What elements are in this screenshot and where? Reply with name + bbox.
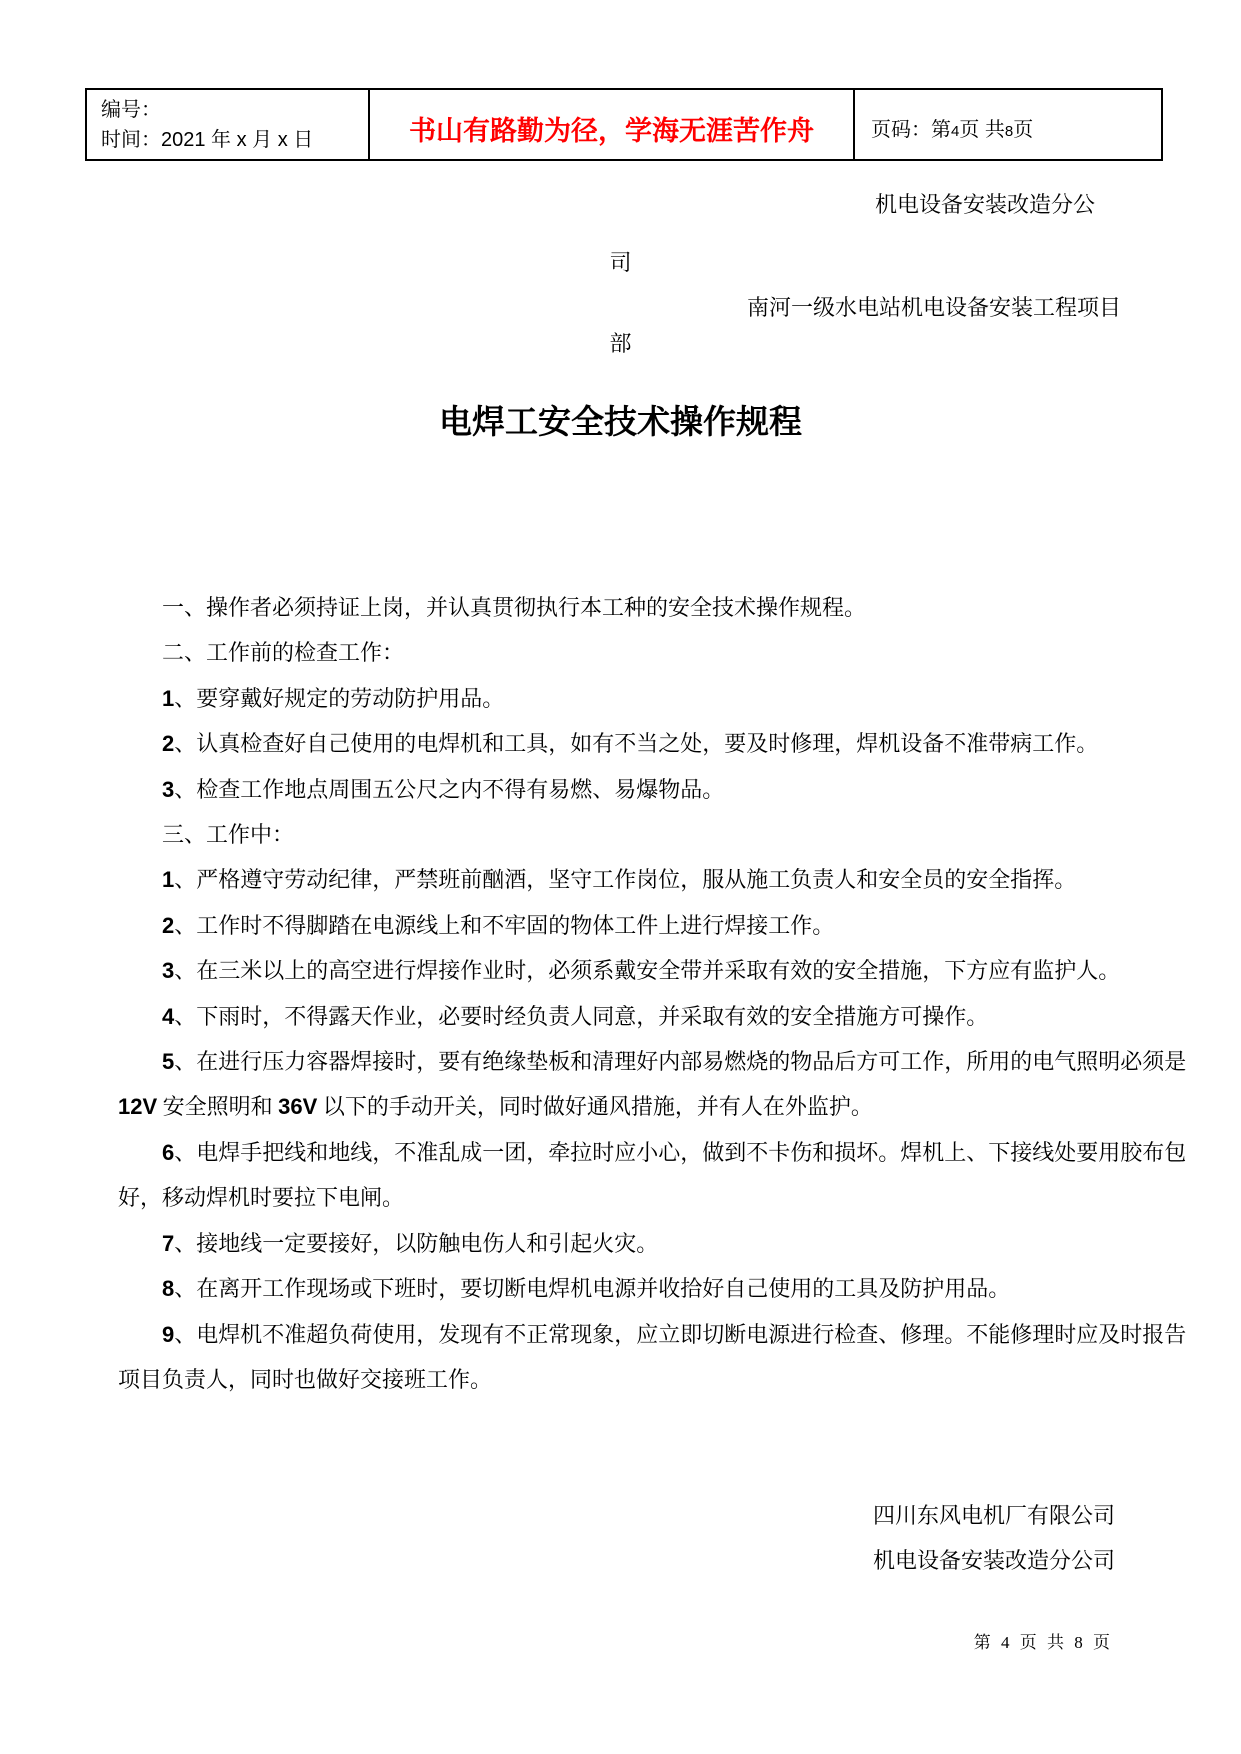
header-page-info: 页码：第4页 共8页 (871, 119, 1034, 141)
body-line: 好，移动焊机时要拉下电闸。 (118, 1185, 405, 1211)
header-id-cell (87, 90, 368, 159)
body-line: 一、操作者必须持证上岗，并认真贯彻执行本工种的安全技术操作规程。 (162, 595, 867, 620)
org-line-1: 机电设备安装改造分公 (874, 192, 1095, 217)
header-table (85, 88, 1163, 161)
body-line: 9、电焊机不准超负荷使用，发现有不正常现象，应立即切断电源进行检查、修理。不能修理时应及时报告 (162, 1321, 1187, 1347)
body-line: 5、在进行压力容器焊接时，要有绝缘垫板和清理好内部易燃烧的物品后方可工作，所用的电气照明必须是 (162, 1049, 1187, 1075)
header-page-cell (855, 90, 1161, 159)
org-line-3: 南河一级水电站机电设备安装工程项目 (746, 295, 1121, 320)
header-motto: 书山有路勤为径，学海无涯苦作舟 (409, 116, 814, 146)
body-line: 2、工作时不得脚踏在电源线上和不牢固的物体工件上进行焊接工作。 (162, 912, 835, 938)
body-line: 1、严格遵守劳动纪律，严禁班前酗酒，坚守工作岗位，服从施工负责人和安全员的安全指挥。 (162, 867, 1077, 893)
body-line: 4、下雨时，不得露天作业，必要时经负责人同意，并采取有效的安全措施方可操作。 (162, 1003, 989, 1029)
doc-time-label: 时间：2021 年 x 月 x 日 (101, 129, 314, 151)
doc-number-label: 编号： (101, 99, 161, 121)
document-body (118, 585, 1187, 1402)
signature-block (873, 1493, 1115, 1583)
body-line: 3、检查工作地点周围五公尺之内不得有易燃、易爆物品。 (162, 776, 725, 802)
signature-company-2: 机电设备安装改造分公司 (872, 1548, 1115, 1573)
header-motto-cell (368, 90, 855, 159)
document-title: 电焊工安全技术操作规程 (439, 403, 802, 440)
body-line: 1、要穿戴好规定的劳动防护用品。 (162, 685, 505, 711)
body-line: 3、在三米以上的高空进行焊接作业时，必须系戴安全带并采取有效的安全措施，下方应有监护人。 (162, 958, 1121, 984)
body-line: 8、在离开工作现场或下班时，要切断电焊机电源并收拾好自己使用的工具及防护用品。 (162, 1276, 1011, 1302)
page-number-footer: 第 4 页 共 8 页 (973, 1633, 1113, 1652)
body-line: 项目负责人，同时也做好交接班工作。 (118, 1366, 493, 1392)
body-line: 7、接地线一定要接好，以防触电伤人和引起火灾。 (162, 1230, 659, 1256)
body-line: 2、认真检查好自己使用的电焊机和工具，如有不当之处，要及时修理，焊机设备不准带病工作。 (162, 731, 1099, 757)
body-line: 三、工作中： (162, 822, 295, 848)
signature-company-1: 四川东风电机厂有限公司 (872, 1503, 1115, 1528)
body-line: 6、电焊手把线和地线，不准乱成一团，牵拉时应小心，做到不卡伤和损坏。焊机上、下接线处要用胶布包 (162, 1139, 1187, 1165)
body-line: 12V 安全照明和 36V 以下的手动开关，同时做好通风措施，并有人在外监护。 (118, 1094, 873, 1120)
body-line: 二、工作前的检查工作： (162, 640, 405, 666)
org-line-4: 部 (609, 331, 632, 356)
org-line-2: 司 (609, 250, 632, 275)
